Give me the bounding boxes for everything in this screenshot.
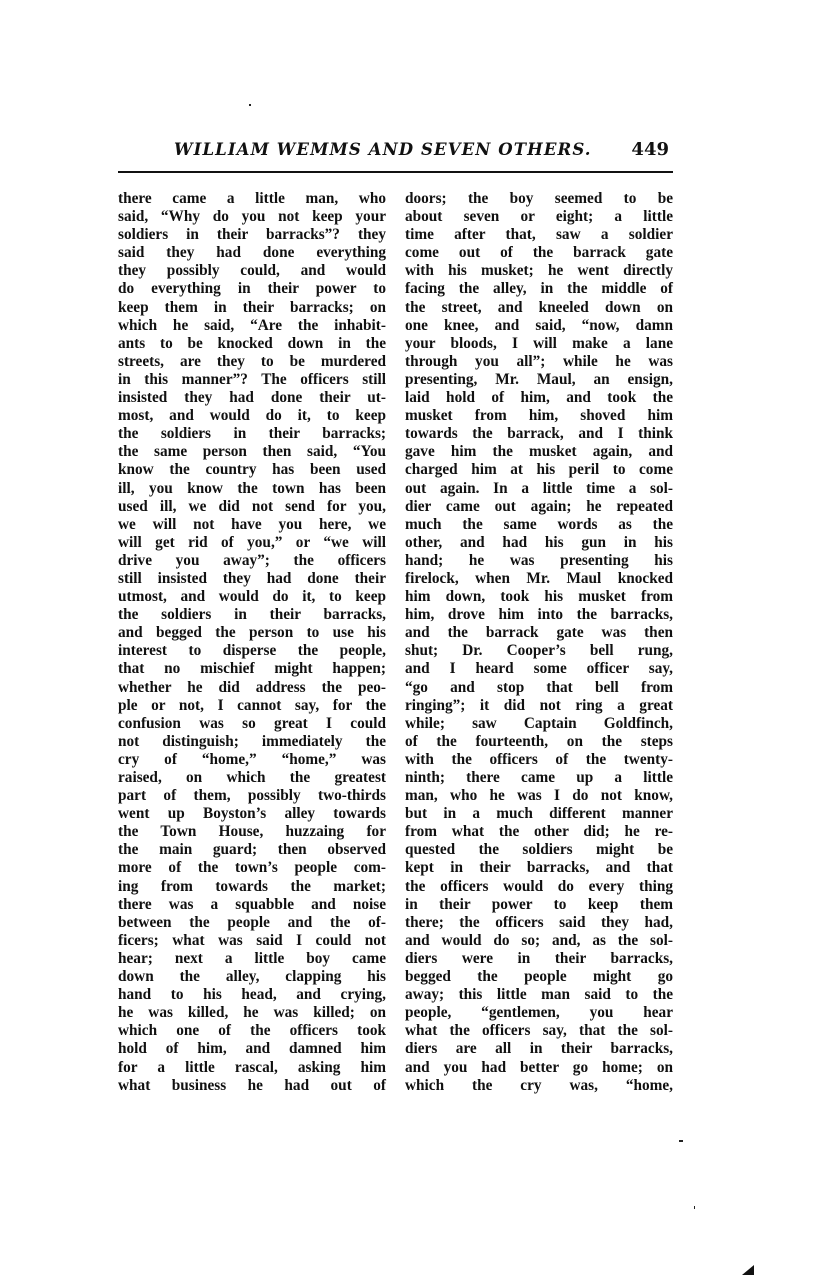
text-line: cry of “home,” “home,” was bbox=[118, 750, 386, 768]
text-line: hear; next a little boy came bbox=[118, 949, 386, 967]
text-line: ing from towards the market; bbox=[118, 877, 386, 895]
text-line: with the officers of the twenty- bbox=[405, 750, 673, 768]
text-line: one knee, and said, “now, damn bbox=[405, 316, 673, 334]
text-line: hand to his head, and crying, bbox=[118, 986, 386, 1004]
text-line: drive you away”; the officers bbox=[118, 551, 386, 569]
text-line: begged the people might go bbox=[405, 968, 673, 986]
text-line: and you had better go home; on bbox=[405, 1058, 673, 1076]
text-line: soldiers in their barracks”? they bbox=[118, 226, 386, 244]
text-line: the soldiers in their barracks; bbox=[118, 425, 386, 443]
text-line: part of them, possibly two-thirds bbox=[118, 787, 386, 805]
text-line: confusion was so great I could bbox=[118, 714, 386, 732]
text-line: do everything in their power to bbox=[118, 280, 386, 298]
text-line: the Town House, huzzaing for bbox=[118, 823, 386, 841]
text-line: they possibly could, and would bbox=[118, 262, 386, 280]
text-line: about seven or eight; a little bbox=[405, 208, 673, 226]
text-line: ninth; there came up a little bbox=[405, 769, 673, 786]
text-line: and the barrack gate was then bbox=[405, 624, 673, 642]
text-line: and would do so; and, as the sol- bbox=[405, 931, 673, 949]
text-line: ill, you know the town has been bbox=[118, 479, 386, 497]
text-line: and begged the person to use his bbox=[118, 624, 386, 642]
text-line: what the officers say, that the sol- bbox=[405, 1022, 673, 1040]
running-header bbox=[118, 140, 673, 166]
text-line: used ill, we did not send for you, bbox=[118, 497, 386, 515]
text-line: hold of him, and damned him bbox=[118, 1040, 386, 1058]
text-line: the street, and kneeled down on bbox=[405, 298, 673, 316]
text-line: which the cry was, “home, bbox=[405, 1076, 673, 1094]
text-line: firelock, when Mr. Maul knocked bbox=[405, 569, 673, 587]
text-line: utmost, and would do it, to keep bbox=[118, 588, 386, 606]
text-line: the main guard; then observed bbox=[118, 841, 386, 859]
text-line: keep them in their barracks; on bbox=[118, 298, 386, 316]
left-column bbox=[118, 190, 386, 1095]
text-line: hand; he was presenting his bbox=[405, 551, 673, 569]
text-line: the soldiers in their barracks, bbox=[118, 606, 386, 624]
text-line: said they had done everything bbox=[118, 244, 386, 262]
text-line: laid hold of him, and took the bbox=[405, 389, 673, 407]
text-line: dier came out again; he repeated bbox=[405, 497, 673, 515]
text-line: what business he had out of bbox=[118, 1076, 386, 1094]
text-line: diers are all in their barracks, bbox=[405, 1040, 673, 1058]
text-line: with his musket; he went directly bbox=[405, 262, 673, 280]
text-line: other, and had his gun in his bbox=[405, 533, 673, 551]
text-line: not distinguish; immediately the bbox=[118, 732, 386, 750]
text-line: more of the town’s people com- bbox=[118, 859, 386, 877]
text-line: there; the officers said they had, bbox=[405, 913, 673, 931]
text-line: in their power to keep them bbox=[405, 895, 673, 913]
text-line: streets, are they to be murdered bbox=[118, 352, 386, 370]
text-line: he was killed, he was killed; on bbox=[118, 1004, 386, 1022]
text-line: whether he did address the peo- bbox=[118, 678, 386, 696]
text-line: between the people and the of- bbox=[118, 913, 386, 931]
text-line: come out of the barrack gate bbox=[405, 244, 673, 262]
text-line: shut; Dr. Cooper’s bell rung, bbox=[405, 642, 673, 660]
text-line: kept in their barracks, and that bbox=[405, 859, 673, 877]
text-line: diers were in their barracks, bbox=[405, 949, 673, 967]
text-line: that no mischief might happen; bbox=[118, 660, 386, 678]
text-line: your bloods, I will make a lane bbox=[405, 334, 673, 352]
text-line: still insisted they had done their bbox=[118, 569, 386, 587]
text-line: the officers would do every thing bbox=[405, 877, 673, 895]
text-line: down the alley, clapping his bbox=[118, 968, 386, 986]
text-line: the same person then said, “You bbox=[118, 443, 386, 461]
text-line: facing the alley, in the middle of bbox=[405, 280, 673, 298]
text-line: we will not have you here, we bbox=[118, 515, 386, 533]
text-line: in this manner”? The officers still bbox=[118, 370, 386, 388]
text-line: which one of the officers took bbox=[118, 1022, 386, 1040]
running-title: WILLIAM WEMMS AND SEVEN OTHERS. bbox=[174, 140, 592, 159]
text-line: ringing”; it did not ring a great bbox=[405, 696, 673, 714]
text-line: and I heard some officer say, bbox=[405, 660, 673, 678]
text-line: musket from him, shoved him bbox=[405, 407, 673, 425]
text-line: out again. In a little time a sol- bbox=[405, 479, 673, 497]
text-line: him, drove him into the barracks, bbox=[405, 606, 673, 624]
text-line: most, and would do it, to keep bbox=[118, 407, 386, 425]
text-line: gave him the musket again, and bbox=[405, 443, 673, 461]
scan-speck bbox=[249, 104, 251, 106]
text-line: insisted they had done their ut- bbox=[118, 389, 386, 407]
text-line: doors; the boy seemed to be bbox=[405, 190, 673, 207]
header-rule bbox=[118, 171, 673, 173]
text-line: from what the other did; he re- bbox=[405, 823, 673, 841]
text-line: ficers; what was said I could not bbox=[118, 931, 386, 949]
text-line: went up Boyston’s alley towards bbox=[118, 805, 386, 823]
text-line: raised, on which the greatest bbox=[118, 769, 386, 786]
text-line: through you all”; while he was bbox=[405, 352, 673, 370]
text-line: which he said, “Are the inhabit- bbox=[118, 316, 386, 334]
text-line: there came a little man, who bbox=[118, 190, 386, 207]
right-column bbox=[405, 190, 673, 1095]
text-line: time after that, saw a soldier bbox=[405, 226, 673, 244]
text-line: said, “Why do you not keep your bbox=[118, 208, 386, 226]
text-line: quested the soldiers might be bbox=[405, 841, 673, 859]
text-line: presenting, Mr. Maul, an ensign, bbox=[405, 370, 673, 388]
text-line: interest to disperse the people, bbox=[118, 642, 386, 660]
text-line: ants to be knocked down in the bbox=[118, 334, 386, 352]
text-line: towards the barrack, and I think bbox=[405, 425, 673, 443]
scan-speck bbox=[694, 1206, 695, 1209]
text-line: people, “gentlemen, you hear bbox=[405, 1004, 673, 1022]
scan-speck bbox=[679, 1140, 683, 1142]
text-line: him down, took his musket from bbox=[405, 588, 673, 606]
text-line: of the fourteenth, on the steps bbox=[405, 732, 673, 750]
text-line: for a little rascal, asking him bbox=[118, 1058, 386, 1076]
text-line: man, who he was I do not know, bbox=[405, 787, 673, 805]
scan-corner-mark bbox=[742, 1265, 754, 1275]
text-line: while; saw Captain Goldfinch, bbox=[405, 714, 673, 732]
text-line: but in a much different manner bbox=[405, 805, 673, 823]
text-line: will get rid of you,” or “we will bbox=[118, 533, 386, 551]
text-line: know the country has been used bbox=[118, 461, 386, 479]
text-line: ple or not, I cannot say, for the bbox=[118, 696, 386, 714]
text-line: much the same words as the bbox=[405, 515, 673, 533]
text-line: charged him at his peril to come bbox=[405, 461, 673, 479]
page-number: 449 bbox=[631, 139, 669, 160]
text-line: “go and stop that bell from bbox=[405, 678, 673, 696]
text-line: there was a squabble and noise bbox=[118, 895, 386, 913]
text-line: away; this little man said to the bbox=[405, 986, 673, 1004]
